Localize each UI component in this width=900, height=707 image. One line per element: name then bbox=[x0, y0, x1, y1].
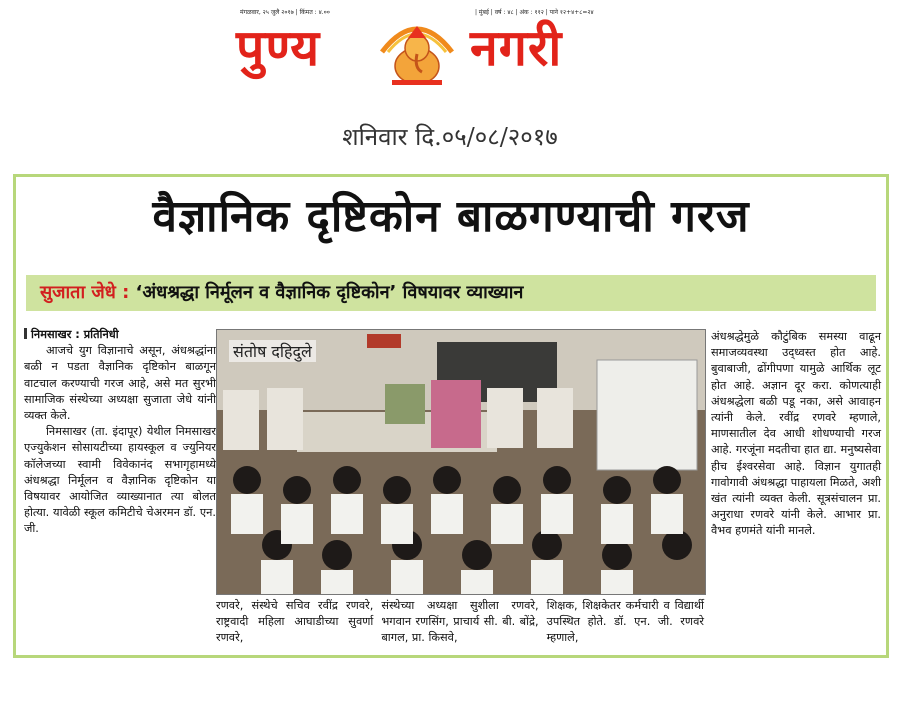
paragraph: आजचे युग विज्ञानाचे असून, अंधश्रद्धांना बळी न पडता वैज्ञानिक दृष्टिकोन बाळगून वाटचाल करण्याची गरज आहे, असे मत सुरभी सामाजिक संस्थेच्या अध्यक्षा सुजाता जेधे यांनी व्यक्त केले. bbox=[24, 344, 216, 423]
news-article bbox=[13, 174, 889, 658]
publication-date: शनिवार दि.०५/०८/२०१७ bbox=[342, 123, 558, 151]
caption-column: संस्थेच्या अध्यक्षा सुशीला रणवरे, भगवान रणसिंग, प्राचार्य सी. बी. बोंद्रे, बागल, प्रा. किसवे, bbox=[381, 599, 539, 645]
article-subheading bbox=[26, 275, 876, 311]
caption-column: रणवरे, संस्थेचे सचिव रवींद्र रणवरे, राष्ट्रवादी महिला आघाडीच्या सुवर्णा रणवरे, bbox=[216, 599, 374, 645]
caption-columns bbox=[216, 598, 704, 647]
subheading-topic: ‘अंधश्रद्धा निर्मूलन व वैज्ञानिक दृष्टिकोन’ विषयावर व्याख्यान bbox=[129, 282, 524, 303]
masthead bbox=[230, 2, 670, 112]
article-column-3 bbox=[711, 329, 881, 540]
paragraph: निमसाखर (ता. इंदापूर) येथील निमसाखर एज्युकेशन सोसायटीच्या हायस्कूल व ज्युनियर कॉलेजच्या स्वामी विवेकानंद सभागृहामध्ये अंधश्रद्धा निर्मूलन व वैज्ञानिक दृष्टिकोन या विषयावर आयोजित व्याख्यानात त्या बोलत होत्या. यावेळी स्कूल कमिटीचे चेअरमन डॉ. एन. जी. bbox=[24, 425, 216, 536]
photo-illustration bbox=[217, 330, 705, 594]
ganesha-emblem-icon bbox=[378, 12, 456, 86]
byline-text: निमसाखर : प्रतिनिधी bbox=[31, 328, 119, 341]
masthead-word-right: नगरी bbox=[470, 19, 563, 77]
event-photo bbox=[216, 329, 706, 595]
masthead-word-left: पुण्य bbox=[236, 19, 321, 77]
byline bbox=[24, 327, 216, 343]
article-headline: वैज्ञानिक दृष्टिकोन बाळगण्याची गरज bbox=[152, 191, 750, 242]
caption-column: शिक्षक, शिक्षकेतर कर्मचारी व विद्यार्थी उपस्थित होते. डॉ. एन. जी. रणवरे म्हणाले, bbox=[546, 599, 704, 645]
masthead-left-meta: मंगळवार, २५ जुलै २०१७ | किंमत : ४.०० bbox=[240, 9, 330, 16]
byline-marker bbox=[24, 328, 27, 339]
photo-credit: संतोष दहिदुले bbox=[229, 340, 316, 362]
speaker-name: सुजाता जेधे : bbox=[40, 282, 130, 303]
paragraph: अंधश्रद्धेमुळे कौटुंबिक समस्या वाढून समाजव्यवस्था उद्ध्वस्त होत आहे. बुवाबाजी, ढोंगीपणा यामुळे आर्थिक लूट होत आहे. अज्ञान दूर करा. कोणत्याही अंधश्रद्धेला बळी पडू नका, असे आवाहन त्यांनी केले. रवींद्र रणवरे म्हणाले, माणसातील देव आधी शोधण्याची गरज आहे. गरजूंना मदतीचा हात द्या. मनुष्यसेवा हीच ईश्वरसेवा आहे. विज्ञान युगातही गावोगावी अंधश्रद्धा पाहायला मिळते, अशी खंत त्यांनी व्यक्त केली. सूत्रसंचालन प्रा. अनुराधा रणवरे यांनी केले. आभार प्रा. वैभव हणमंते यांनी मानले. bbox=[711, 330, 881, 538]
masthead-right-meta: | मुंबई | वर्ष : ४८ | अंक : ११२ | पाने १२+४+८=२४ bbox=[475, 9, 594, 16]
article-column-1 bbox=[24, 327, 216, 538]
